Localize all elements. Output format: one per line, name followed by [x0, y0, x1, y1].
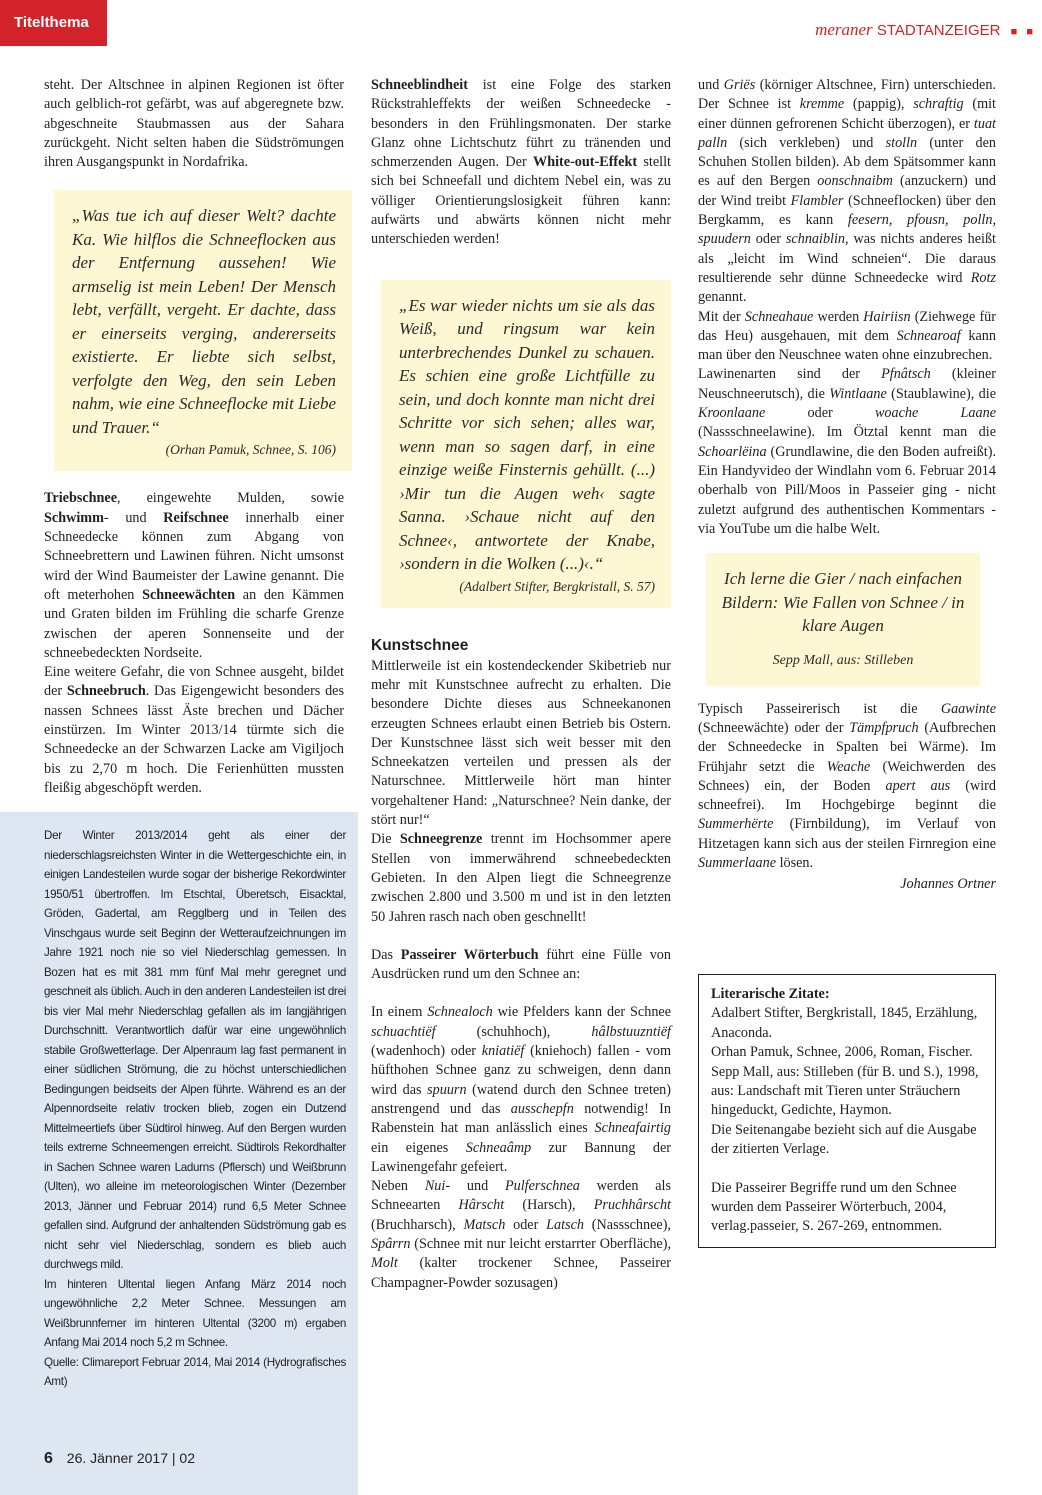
literature-title: Literarische Zitate: [711, 986, 830, 1002]
paragraph: Eine weitere Gefahr, die von Schnee ausgeht, bildet der Schneebruch. Das Eigengewicht besonders des nassen Schnees lässt Äste brechen und Dächer einstürzen. Im Winter 2013/14 türmte sich die Schneedecke an der Schwarzen Lacke am Vigiljoch bis zu 2,70 m hoch. Die Ferienhütten mussten fleißig abgeschöpft werden. [44, 664, 344, 796]
page-footer [44, 1450, 195, 1468]
info-paragraph: Im hinteren Ultental liegen Anfang März 2014 noch ungewöhnliche 2,2 Meter Schnee. Messungen am Weißbrunnferner im hinteren Ultental (3200 m) ergaben Anfang Mai 2014 noch 5,2 m Schnee. [44, 1277, 346, 1349]
literature-box [698, 974, 996, 1248]
info-box [44, 826, 346, 1392]
literature-item: Die Passeirer Begriffe rund um den Schnee wurden dem Passeirer Wörterbuch, 2004, verlag.passeier, S. 267-269, entnommen. [711, 1179, 957, 1235]
literature-item: Die Seitenangabe bezieht sich auf die Ausgabe der zitierten Verlage. [711, 1121, 977, 1158]
info-paragraph: Der Winter 2013/2014 geht als einer der niederschlagsreichsten Winter in die Wettergeschichte ein, in einigen Landesteilen wurde sogar der bisherige Rekordwinter 1950/51 übertroffen. Im Etschtal, Überetsch, Eisacktal, Gröden, Gadertal, am Regglberg und in Teilen des Vinschgaus wurde seit Beginn der Wetteraufzeichnungen im Jahre 1921 noch nie so viel Niederschlag gemessen. In Bozen hat es mit 381 mm fünf Mal mehr geregnet und geschneit als üblich. Auch in den anderen Landesteilen ist drei bis vier Mal mehr Niederschlag gefallen als im langjährigen Durchschnitt. Verantwortlich dafür war eine ungewöhnlich stabile Großwetterlage. Der Alpenraum lag fast permanent in einer südlichen Strömung, die zu höchst unterschiedlichen Bedingungen beidseits der Alpen führte. Während es an der Alpennordseite relativ trocken blieb, zogen ein Dutzend Mittelmeertiefs über Südtirol hinweg. Auf den Bergen wurden teils extreme Schneemengen erreicht. Südtirols Rekordhalter in Sachen Schnee waren Ladurns (Pflersch) und Weißbrunn (Ulten), wo alleine im meteorologischen Winter (Dezember 2013, Jänner und Februar 2014) rund 6,5 Meter Schnee gefallen sind. Aufgrund der anhaltenden Südströmung gab es nicht sehr viel Niederschlag, sondern es blieb auch durchwegs mild. [44, 829, 346, 1271]
paragraph: Neben Nui- und Pulferschnea werden als Schneearten Hârscht (Harsch), Pruchhârscht (Bruchharsch), Matsch oder Latsch (Nassschnee), Spârrn (Schnee mit nur leicht erstarrter Oberfläche), Molt (kalter trockener Schnee, Passeirer Champagner-Powder sozusagen) [371, 1178, 671, 1291]
paragraph: Triebschnee, eingewehte Mulden, sowie Schwimm- und Reifschnee innerhalb einer Schneedecke können zum Abgang von Schneebrettern und Lawinen führen. Nicht umsonst wird der Wind Baumeister der Lawine genannt. Die oft meterhohen Schneewächten an den Kämmen und Graten bilden im Frühling die scharfe Grenze zwischen der aperen Sonnenseite und der schneebedeckten Nordseite. [44, 490, 344, 661]
quote-source: (Adalbert Stifter, Bergkristall, S. 57) [459, 578, 655, 594]
quote-mall [706, 553, 980, 686]
quote-source: (Orhan Pamuk, Schnee, S. 106) [165, 442, 336, 458]
masthead [815, 20, 1036, 40]
literature-item: Sepp Mall, aus: Stilleben (für B. und S.), 1998, aus: Landschaft mit Tieren unter Sträuchern hingeduckt, Gedichte, Haymon. [711, 1063, 979, 1119]
paragraph: Lawinenarten sind der Pfnâtsch (kleiner Neuschneerutsch), die Wintlaane (Staublawine), die Kroonlaane oder woache Laane (Nassschneelawine). Im Ötztal kennt man die Schoarlëina (Grundlawine, die den Boden aufreißt). Ein Handyvideo der Windlahn vom 6. Februar 2014 oberhalb von Pill/Moos in Passeier ging - nicht zuletzt aufgrund des authentischen Kommentars - via YouTube um die halbe Welt. [698, 366, 996, 537]
column-3 [698, 76, 996, 895]
paragraph: Schneeblindheit ist eine Folge des starken Rückstrahleffekts der weißen Schneedecke - besonders in den Frühlingsmonaten. Der starke Glanz ohne Lichtschutz führt zu tränenden und schmerzenden Augen. Der White-out-Effekt stellt sich bei Schneefall und dichtem Nebel ein, was zu völliger Orientierungslosigkeit führen kann: aufwärts und abwärts können nicht mehr unterschieden werden! [371, 77, 671, 248]
quote-stifter [381, 280, 671, 608]
quote-text: „Es war wieder nichts um sie als das Weiß, und ringsum war kein unterbrechendes Dunkel zu schauen. Es schien eine große Lichtfülle zu sein, und doch konnte man nicht drei Schritte vor sich sehen; alles war, wenn man so sagen darf, in eine einzige weiße Finsternis gehüllt. (...) ›Mir tun die Augen weh‹ sagte Sanna. ›Schaue nicht auf den Schnee‹, antwortete der Knabe, ›sondern in die Wolken (...)‹.“ [399, 295, 655, 574]
paragraph: Das Passeirer Wörterbuch führt eine Fülle von Ausdrücken rund um den Schnee an: [371, 946, 671, 983]
paragraph: Mittlerweile ist ein kostendeckender Skibetrieb nur mehr mit Kunstschnee aufrecht zu erhalten. Die besondere Dichte dieses aus Schneekanonen erzeugten Schnees erlaubt einen Betrieb bis Ostern. Der Kunstschnee lässt sich weit besser mit den Schneekatzen verteilen und pressen als der Naturschnee. Mittlerweile hört man hinter vorgehaltener Hand: „Naturschnee? Nein danke, der stört nur!“ [371, 657, 671, 829]
brand-suffix: STADTANZEIGER [876, 22, 1001, 39]
page-number: 6 [44, 1450, 53, 1467]
paragraph: In einem Schnealoch wie Pfelders kann der Schnee schuachtiëf (schuhhoch), hâlbstuuzntiëf (wadenhoch) oder kniatiëf (kniehoch) fallen - vom hüfthohen Schnee ganz zu schweigen, denn dann wird das spuurn (watend durch den Schnee treten) anstrengend und das ausschepfn notwendig! In Rabenstein hat man anlässlich eines Schneafairtig ein eigenes Schneaâmp zur Bannung der Lawinengefahr gefeiert. [371, 1004, 672, 1175]
column-2 [371, 76, 671, 1293]
paragraph: Die Schneegrenze trennt im Hochsommer apere Stellen von immerwährend schneebedeckten Gebieten. In den Alpen liegt die Schneegrenze zwischen 2.800 und 3.500 m und ist in den letzten 50 Jahren rasch nach oben geschnellt! [371, 831, 671, 925]
literature-item: Adalbert Stifter, Bergkristall, 1845, Erzählung, Anaconda. [711, 1005, 978, 1041]
paragraph: Mit der Schneahaue werden Hairiisn (Ziehwege für das Heu) ausgehauen, mit dem Schnearoaf kann man über den Neuschnee waten ohne einzubrechen. [698, 308, 996, 364]
paragraph: und Griës (körniger Altschnee, Firn) unterschieden. Der Schnee ist kremme (pappig), schraftig (mit einer dünnen gefrorenen Schicht überzogen), er tuat palln (sich verkleben) und stolln (unter den Schuhen Stollen bilden). Ab dem Spätsommer kann es auf den Bergen oonschnaibm (anzuckern) und der Wind treibt Flambler (Schneeflocken) über den Bergkamm, es kann feesern, pfousn, polln, spuudern oder schnaiblin, was nichts anderes heißt als „leicht im Wind schneien“. Die daraus resultierende sehr dünne Schneedecke wird Rotz genannt. [698, 77, 996, 306]
quote-text: „Was tue ich auf dieser Welt? dachte Ka. Wie hilflos die Schneeflocken aus der Entfernung aussehen! Wie armselig ist mein Leben! Der Mensch lebt, verfällt, vergeht. Er dachte, dass er einerseits verging, andererseits existierte. Er liebte sich selbst, verfolgte den Weg, den sein Leben nahm, wie eine Schneeflocke mit Liebe und Trauer.“ [72, 206, 336, 437]
paragraph: steht. Der Altschnee in alpinen Regionen ist öfter auch gelblich-rot gefärbt, was auf abgeregnete bzw. abgeschneite Staubmassen aus der Sahara zurückgeht. Nicht selten haben die Südströmungen ihren Ausgangspunkt in Nordafrika. [44, 77, 344, 171]
info-source: Quelle: Climareport Februar 2014, Mai 2014 (Hydrografisches Amt) [44, 1355, 346, 1388]
quote-text: Ich lerne die Gier / nach einfachen Bildern: Wie Fallen von Schnee / in klare Augen [721, 569, 965, 636]
column-1 [44, 76, 344, 798]
section-heading: Kunstschnee [371, 636, 469, 654]
literature-item: Orhan Pamuk, Schnee, 2006, Roman, Fischer. [711, 1044, 973, 1061]
paragraph: Typisch Passeirerisch ist die Gaawinte (Schneewächte) oder der Tämpfpruch (Aufbrechen der Schneedecke in Spalten bei Wärme). Im Frühjahr setzt die Weache (Weichwerden des Schnees) ein, der Boden apert aus (wird schneefrei). Im Hochgebirge beginnt die Summerhërte (Firnbildung), im Verlauf von Hitzetagen kann sich aus der steilen Firnregion eine Summerlaane lösen. [698, 700, 997, 871]
quote-source: Sepp Mall, aus: Stilleben [772, 652, 914, 668]
section-tag: Titelthema [0, 0, 107, 46]
author: Johannes Ortner [900, 876, 996, 893]
brand-logo: meraner [815, 20, 873, 39]
quote-pamuk [54, 190, 352, 471]
issue-date: 26. Jänner 2017 | 02 [66, 1450, 195, 1466]
separator-squares: ■ ■ [1010, 26, 1036, 38]
